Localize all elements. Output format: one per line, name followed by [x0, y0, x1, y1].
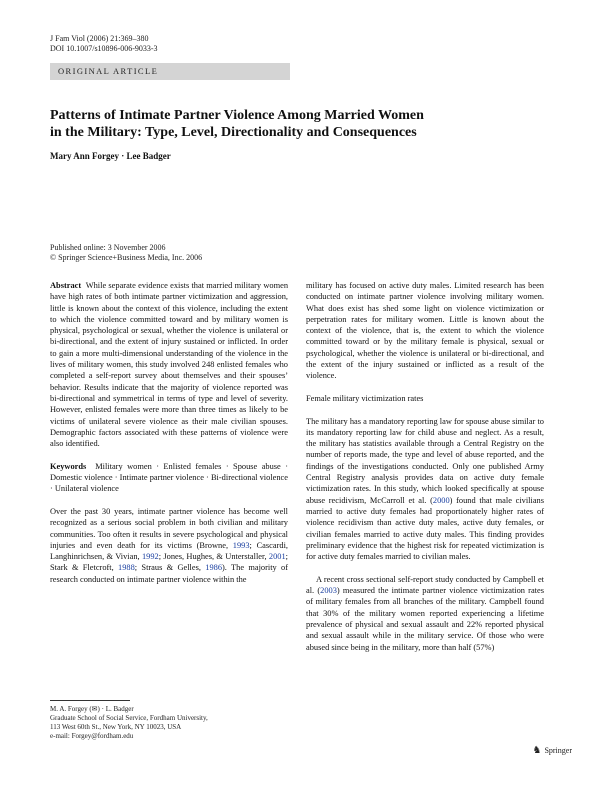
abstract-text: While separate evidence exists that married military women have high rates of both intimate partner victimization and aggression, little is known about the context of this violence, including the extent to which the violence committed toward and by military women is physical, psychological or sexual, whether the violence is unilateral or bi-directional, and the extent of injury sustained or inflicted. In order to gain a more multi-dimensional understanding of the violence in the lives of military women, this study involved 248 enlisted females who completed a self-report survey about themselves and their spouses’ behavior. Results indicate that the majority of violence reported was bi-directional and symmetrical in terms of type and level of severity. However, enlisted females were more than three times as likely to be victims of unilateral severe violence as their male civilian spouses. Demographic factors associated with these patterns of violence were also identified.	[50, 281, 289, 449]
keywords	[50, 461, 288, 495]
citation-link[interactable]: 2003	[320, 586, 337, 596]
springer-horse-icon: ♞	[532, 745, 542, 756]
footnote-authors: M. A. Forgey (✉) · L. Badger	[50, 705, 134, 713]
right-column	[306, 280, 544, 664]
abstract-label: Abstract	[50, 281, 82, 290]
footnote-address: 113 West 60th St., New York, NY 10023, USA	[50, 723, 182, 731]
footnote-divider	[50, 700, 130, 701]
published-date: Published online: 3 November 2006	[50, 243, 166, 252]
doi[interactable]: DOI 10.1007/s10896-006-9033-3	[50, 44, 158, 53]
authors: Mary Ann Forgey · Lee Badger	[50, 151, 171, 161]
intro-paragraph: Over the past 30 years, intimate partner violence has become well recognized as a serious social problem in both civilian and military communities. Too often it results in severe psychological and physical injuries and even death for its victims (Browne, 1993; Cascardi, Langhinrichsen, & Vivian, 1992; Jones, Hughes, & Unterstaller, 2001; Stark & Fletcroft, 1988; Straus & Gelles, 1986). The majority of research conducted on intimate partner violence within the	[50, 506, 288, 584]
publisher-name: Springer	[544, 746, 572, 755]
right-paragraph-1: military has focused on active duty males. Limited research has been conducted on intimate partner violence involving military women. What does exist has shed some light on violence victimization or perpetration rates for military women. Little is known about the context of the violence, that is, the extent to which the violence committed toward or by the military female is physical, sexual or psychological, whether the violence is unilateral or bi-directional, and the extent of the injury sustained or inflicted as a result of the violence.	[306, 281, 544, 381]
title-line-2: in the Military: Type, Level, Directionality and Consequences	[50, 125, 417, 140]
citation-link[interactable]: 2001	[268, 552, 286, 562]
right-paragraph-3: A recent cross sectional self-report study conducted by Campbell et al. (2003) measured the intimate partner violence victimization rates of military females from all branches of the military. Campbell found that 30% of the military women reported experiencing a lifetime prevalence of physical and sexual assault and 22% reported physical and sexual assault while in the military service. Of those who were abused since being in the military, more than half (57%)	[306, 574, 544, 652]
journal-citation: J Fam Viol (2006) 21:369–380	[50, 34, 149, 43]
footnote-email[interactable]: e-mail: Forgey@fordham.edu	[50, 732, 134, 740]
author-footnote	[50, 705, 290, 741]
citation-link[interactable]: 2000	[432, 495, 450, 505]
left-column	[50, 280, 288, 596]
article-title	[50, 107, 530, 141]
copyright: © Springer Science+Business Media, Inc. 2006	[50, 253, 203, 262]
subsection-heading: Female military victimization rates	[306, 393, 424, 403]
abstract	[50, 280, 288, 449]
title-line-1: Patterns of Intimate Partner Violence Among Married Women	[50, 108, 424, 123]
citation-link[interactable]: 1993	[232, 540, 250, 550]
section-label: ORIGINAL ARTICLE	[50, 63, 290, 80]
keywords-text: Military women · Enlisted females · Spouse abuse · Domestic violence · Intimate partner violence · Bi-directional violence · Unilateral violence	[50, 461, 289, 494]
publisher-logo	[532, 745, 572, 756]
footnote-affiliation: Graduate School of Social Service, Fordham University,	[50, 714, 208, 722]
keywords-label: Keywords	[50, 461, 87, 471]
citation-link[interactable]: 1992	[141, 552, 159, 562]
citation-link[interactable]: 1988	[118, 563, 135, 573]
citation-link[interactable]: 1986	[205, 563, 222, 573]
right-paragraph-2: The military has a mandatory reporting law for spouse abuse similar to its mandatory reporting law for child abuse and neglect. As a result, the military has statistics available through a Central Registry on the number of reports made, the type and level of abuse reported, and the findings of the investigations conducted. Only one published Army Central Registry analysis provides data on active duty female victimization rates. In this study, which looked specifically at spouse abuse recidivism, McCarroll et al. (2000) found that male civilians married to active duty females had proportionately higher rates of violence recidivism than active duty males, active duty females, or civilian females married to active duty males. This finding provides preliminary evidence that the highest risk for repeated victimization is for active duty females married to civilian males.	[306, 416, 544, 562]
